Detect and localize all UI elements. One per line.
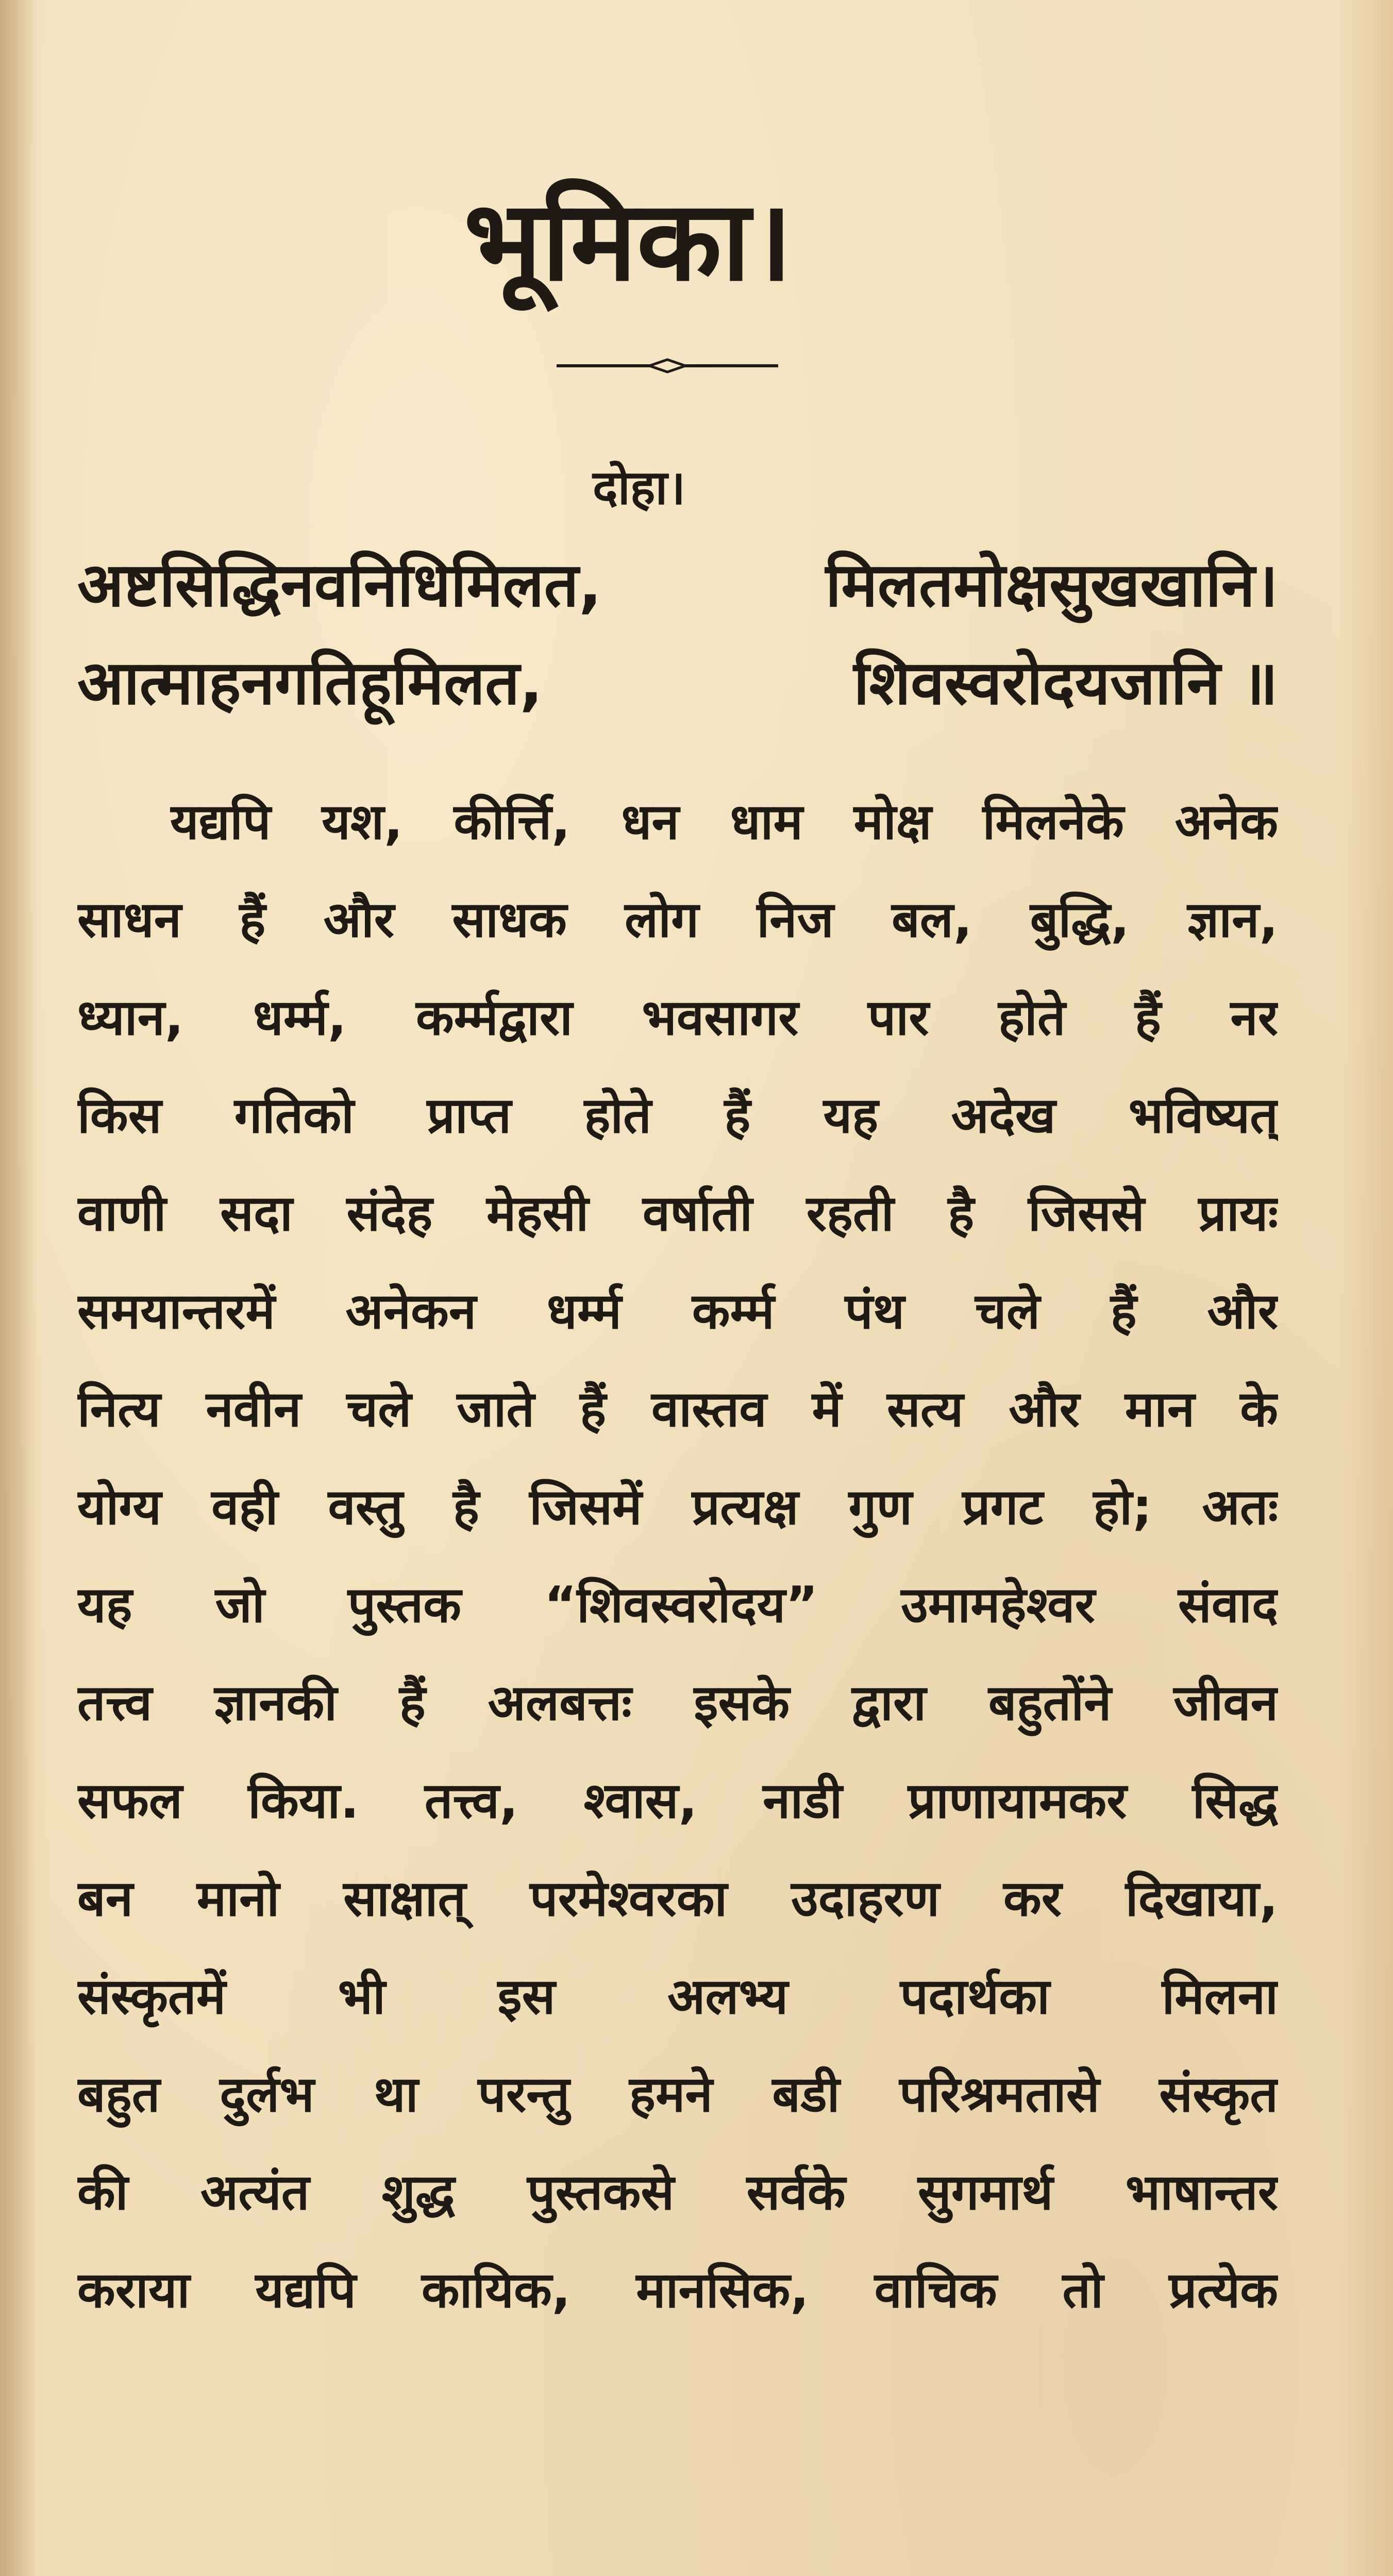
page-binding-shadow: [0, 0, 36, 2576]
verse-line: [77, 541, 1278, 618]
body-text-line: की अत्यंत शुद्ध पुस्तकसे सर्वके सुगमार्थ भाषान्तर: [77, 2163, 1278, 2221]
body-text-line: तत्त्व ज्ञानकी हैं अलबत्तः इसके द्वारा बहुतोंने जीवन: [77, 1674, 1278, 1732]
body-text-line: यद्यपि यश, कीर्त्ति, धन धाम मोक्ष मिलनेके अनेक: [170, 793, 1278, 851]
verse-second-half: शिवस्वरोदयजानि ॥: [853, 647, 1278, 718]
verse-first-half: आत्माहनगतिहूमिलत,: [77, 647, 543, 718]
body-text-line: किस गतिको प्राप्त होते हैं यह अदेख भविष्यत्: [77, 1087, 1278, 1144]
body-text-line: बन मानो साक्षात् परमेश्वरका उदाहरण कर दिखाया,: [77, 1870, 1278, 1927]
body-text-line: सफल किया. तत्त्व, श्वास, नाडी प्राणायामकर सिद्ध: [77, 1772, 1278, 1829]
body-text-line: बहुत दुर्लभ था परन्तु हमने बडी परिश्रमतासे संस्कृत: [77, 2065, 1278, 2123]
body-text-line: समयान्तरमें अनेकन धर्म्म कर्म्म पंथ चले हैं और: [77, 1282, 1278, 1340]
body-text-line: वाणी सदा संदेह मेहसी वर्षाती रहती है जिससे प्रायः: [77, 1184, 1278, 1242]
body-text-line: नित्य नवीन चले जाते हैं वास्तव में सत्य और मान के: [77, 1380, 1278, 1438]
body-text-line: कराया यद्यपि कायिक, मानसिक, वाचिक तो प्रत्येक: [77, 2261, 1278, 2319]
doha-heading: दोहा।: [593, 460, 686, 515]
body-text-line: योग्य वही वस्तु है जिसमें प्रत्यक्ष गुण प्रगट हो; अतः: [77, 1478, 1278, 1536]
page-title: भूमिका।: [464, 176, 793, 306]
verse-line: [77, 639, 1278, 716]
ornamental-divider: [557, 355, 778, 376]
body-text-line: संस्कृतमें भी इस अलभ्य पदार्थका मिलना: [77, 1968, 1278, 2025]
body-text-line: साधन हैं और साधक लोग निज बल, बुद्धि, ज्ञान,: [77, 891, 1278, 948]
body-text-line: ध्यान, धर्म्म, कर्म्मद्वारा भवसागर पार होते हैं नर: [77, 989, 1278, 1046]
verse-first-half: अष्टसिद्धिनवनिधिमिलत,: [77, 549, 602, 620]
body-text-line: यह जो पुस्तक “शिवस्वरोदय” उमामहेश्वर संवाद: [77, 1576, 1278, 1634]
verse-second-half: मिलतमोक्षसुखखानि।: [825, 549, 1278, 620]
